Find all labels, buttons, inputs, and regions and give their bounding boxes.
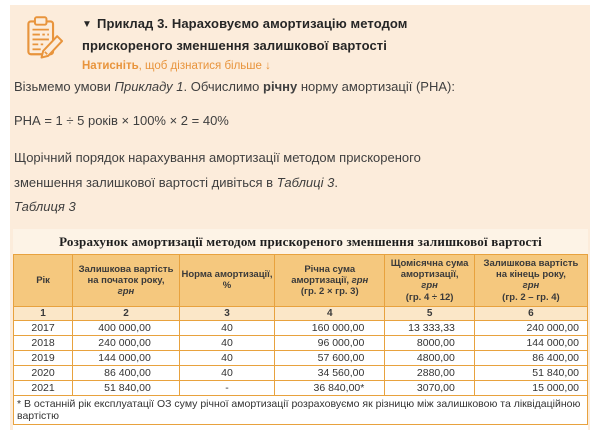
table-row — [14, 350, 588, 365]
text-run: норму амортизації (РНА): — [297, 79, 455, 94]
column-number: 1 — [14, 306, 73, 320]
table-cell: 40 — [179, 335, 274, 350]
table-title: Розрахунок амортизації методом прискореного зменшення залишкової вартості — [59, 234, 542, 249]
column-header: Залишкова вартість на початок року, грн — [73, 255, 180, 307]
column-number: 3 — [179, 306, 274, 320]
table-cell: 4800,00 — [385, 350, 475, 365]
table-cell: 2880,00 — [385, 365, 475, 380]
expand-link-bold: Натисніть — [82, 60, 139, 72]
table-reference-label: Таблиця 3 — [14, 199, 76, 214]
text-run-italic: Прикладу 1 — [114, 79, 184, 94]
table-cell: 240 000,00 — [474, 320, 587, 335]
table-cell: 15 000,00 — [474, 380, 587, 395]
example-header-text — [82, 12, 494, 72]
collapse-triangle-icon: ▼ — [82, 19, 92, 30]
table-footnote-row — [14, 395, 588, 424]
table-cell: 40 — [179, 320, 274, 335]
paragraph-conditions — [10, 79, 590, 95]
table-cell: 400 000,00 — [73, 320, 180, 335]
table-cell: 2017 — [14, 320, 73, 335]
table-row — [14, 380, 588, 395]
table-cell: 40 — [179, 350, 274, 365]
table-cell: 86 400,00 — [474, 350, 587, 365]
column-header: Залишкова вартість на кінець року, грн (гр. 2 – гр. 4) — [474, 255, 587, 307]
column-number: 2 — [73, 306, 180, 320]
table-cell: 36 840,00* — [275, 380, 385, 395]
column-header: Норма амортизації, % — [179, 255, 274, 307]
example-header[interactable] — [10, 5, 590, 72]
clipboard-pencil-icon — [21, 12, 69, 72]
section-divider — [13, 425, 588, 430]
text-run: Щорічний порядок нарахування амортизації методом прискореного зменшення залишкової вартості дивіться в — [14, 150, 421, 190]
paragraph-order — [10, 145, 490, 195]
table-cell: 240 000,00 — [73, 335, 180, 350]
text-run: . Обчислимо — [183, 79, 264, 94]
table-header-row — [14, 255, 588, 307]
table-cell: - — [179, 380, 274, 395]
text-run: Візьмемо умови — [14, 79, 115, 94]
column-number: 6 — [474, 306, 587, 320]
text-run-italic: Таблиці 3 — [276, 175, 335, 190]
column-header: Річна сума амортизації, грн (гр. 2 × гр. 3) — [275, 255, 385, 307]
expand-link-rest: , щоб дізнатися більше ↓ — [138, 60, 271, 72]
column-header: Рік — [14, 255, 73, 307]
table-cell: 13 333,33 — [385, 320, 475, 335]
text-run-bold: річну — [263, 79, 298, 94]
column-number: 5 — [385, 306, 475, 320]
table-cell: 144 000,00 — [474, 335, 587, 350]
column-header: Щомісячна сума амортизації, грн (гр. 4 ÷ 12) — [385, 255, 475, 307]
table-cell: 86 400,00 — [73, 365, 180, 380]
table-footnote-cell: * В останній рік експлуатації ОЗ суму річної амортизації розраховуємо як різницю між залишковою та ліквідаційною вартістю — [14, 395, 588, 424]
table-cell: 51 840,00 — [474, 365, 587, 380]
table-cell: 3070,00 — [385, 380, 475, 395]
table-cell: 8000,00 — [385, 335, 475, 350]
table-row — [14, 320, 588, 335]
depreciation-table — [13, 254, 588, 425]
table-cell: 2021 — [14, 380, 73, 395]
table-body — [14, 320, 588, 395]
formula-line: РНА = 1 ÷ 5 років × 100% × 2 = 40% — [14, 113, 229, 128]
table-cell: 2019 — [14, 350, 73, 365]
table-cell: 34 560,00 — [275, 365, 385, 380]
example-title-text: Приклад 3. Нараховуємо амортизацію методом прискореного зменшення залишкової вартості — [82, 16, 408, 53]
table-3 — [13, 229, 588, 430]
table-cell: 40 — [179, 365, 274, 380]
table-cell: 51 840,00 — [73, 380, 180, 395]
table-cell: 96 000,00 — [275, 335, 385, 350]
table-cell: 160 000,00 — [275, 320, 385, 335]
table-cell: 2020 — [14, 365, 73, 380]
table-cell: 57 600,00 — [275, 350, 385, 365]
example-title — [82, 14, 494, 56]
content-panel — [10, 5, 590, 430]
table-row — [14, 335, 588, 350]
expand-link[interactable] — [82, 60, 494, 72]
table-cell: 2018 — [14, 335, 73, 350]
table-cell: 144 000,00 — [73, 350, 180, 365]
column-number: 4 — [275, 306, 385, 320]
text-run: . — [334, 175, 338, 190]
table-row — [14, 365, 588, 380]
column-number-row — [14, 306, 588, 320]
